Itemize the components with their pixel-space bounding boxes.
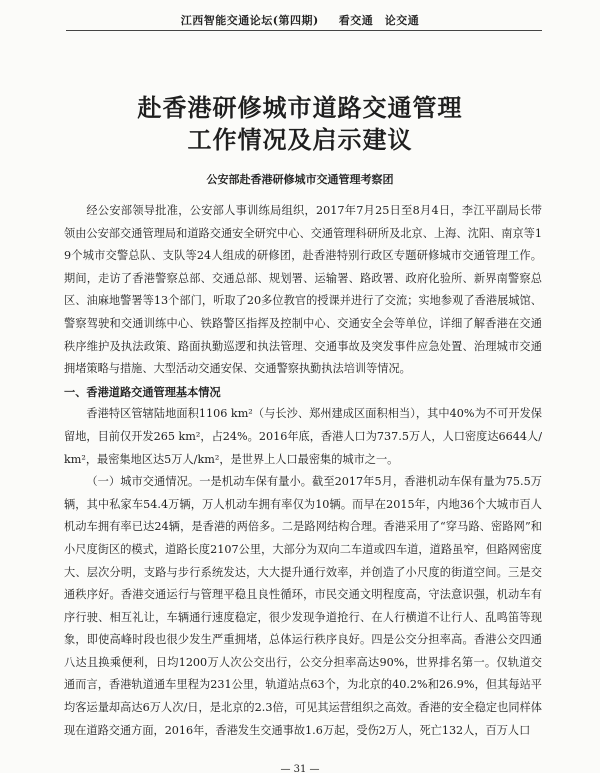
article-title-line1: 赴香港研修城市道路交通管理 [137, 93, 463, 122]
running-header [0, 12, 600, 28]
page-number: — 31 — [280, 764, 320, 775]
header-divider [66, 30, 542, 31]
article-body [64, 200, 542, 742]
body-paragraph: （一）城市交通情况。一是机动车保有量小。截至2017年5月，香港机动车保有量为75.5万辆，其中私家车54.4万辆，万人机动车拥有率仅为10辆。而早在2015年，内地36个大城市百人机动车拥有率已达24辆，是香港的两倍多。二是路网结构合理。香港采用了“穿马路、密路网”和小尺度街区的模式，道路长度2107公里，大部分为双向二车道或四车道，道路虽窄，但路网密度大、层次分明，支路与步行系统发达，大大提升通行效率，并创造了小尺度的街道空间。三是交通秩序好。香港交通运行与管理平稳且良性循环，市民交通文明程度高，守法意识强，机动车有序行驶、相互礼让，车辆通行速度稳定，很少发现争道抢行、在人行横道不让行人、乱鸣笛等现象，即使高峰时段也很少发生严重拥堵，总体运行秩序良好。四是公交分担率高。香港公交四通八达且换乘便利，日均1200万人次公交出行，公交分担率高达90%，世界排名第一。仅轨道交通而言，香港轨道通车里程为231公里，轨道站点63个，为北京的40.2%和26.9%，但其每站平均客运量却高达6万人次/日，是北京的2.3倍，可见其运营组织之高效。香港的安全稳定也同样体现在道路交通方面，2016年，香港发生交通事故1.6万起，受伤2万人，死亡132人，百万人口 [64, 475, 542, 737]
article-author: 公安部赴香港研修城市交通管理考察团 [206, 173, 394, 186]
body-paragraph: 香港特区管辖陆地面积1106 km²（与长沙、郑州建成区面积相当），其中40%为不可开发保留地，目前仅开发265 km²，占24%。2016年底，香港人口为737.5万人，人口密度达6644人/km²，最密集地区达5万人/km²，是世界上人口最密集的城市之一。 [64, 407, 542, 466]
section-heading: 一、香港道路交通管理基本情况 [64, 384, 221, 399]
article-title-line2: 工作情况及启示建议 [187, 125, 413, 154]
section-name: 看交通 论交通 [338, 14, 420, 27]
intro-paragraph: 经公安部领导批准，公安部人事训练局组织，2017年7月25日至8月4日，李江平副局长带领由公安部交通管理局和道路交通安全研究中心、交通管理科研所及北京、上海、沈阳、南京等19个城市交警总队、支队等24人组成的研修团，赴香港特别行政区专题研修城市交通管理工作。期间，走访了香港警察总部、交通总部、规划署、运输署、路政署、政府化验所、新界南警察总区、油麻地警署等13个部门，听取了20多位教官的授课并进行了交流；实地参观了香港展城馆、警察驾驶和交通训练中心、铁路警区指挥及控制中心、交通安全会等单位，详细了解香港在交通秩序维护及执法政策、路面执勤巡逻和执法管理、交通事故及突发事件应急处置、治理城市交通拥堵策略与措施、大型活动交通安保、交通警察执勤执法培训等情况。 [64, 204, 542, 376]
journal-name: 江西智能交通论坛(第四期) [180, 14, 319, 27]
